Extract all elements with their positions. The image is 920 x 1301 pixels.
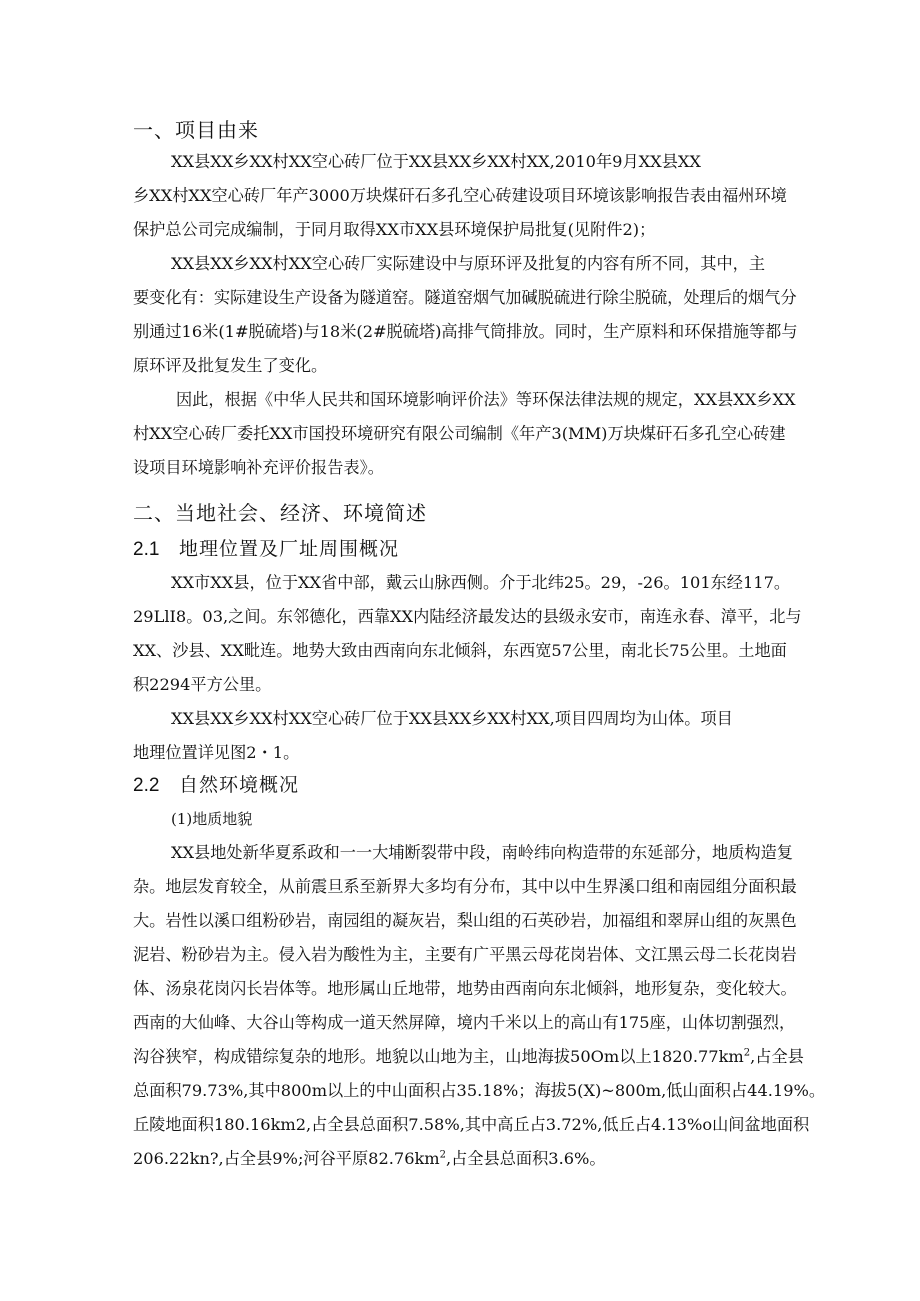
s22-p1-line-6: 西南的大仙峰、大谷山等构成一道天然屏障，境内千米以上的高山有175座，山体切割强烈， [133, 1013, 796, 1032]
superscript-2: 2 [743, 1047, 751, 1059]
s22-p1-line-2: 杂。地层发育较全，从前震旦系至新界大多均有分布，其中以中生界溪口组和南园组分面积最 [133, 877, 797, 896]
s1-p2-line-3: 别通过16米(1#脱硫塔)与18米(2#脱硫塔)高排气筒排放。同时，生产原料和环保措施等都与 [133, 322, 798, 341]
s22-p1-line-3: 大。岩性以溪口组粉砂岩，南园组的凝灰岩，梨山组的石英砂岩，加福组和翠屏山组的灰黑色 [133, 911, 797, 930]
s21-p1-line-3: XX、沙县、XX毗连。地势大致由西南向东北倾斜，东西宽57公里，南北长75公里。土地面 [133, 641, 787, 660]
subsection-number: 2.1 [133, 539, 160, 560]
subsubsection-heading: (1)地质地貌 [171, 810, 253, 828]
subsection-2-2-heading [133, 772, 299, 799]
s22-p1-line-10: 206.22kn?,占全县9%;河谷平原$82.76km^2$,占全县总面积3.6%。 [133, 1149, 606, 1168]
section-1-heading: 一、项目由来 [133, 118, 259, 142]
s1-p3-line-3: 设项目环境影响补充评价报告表》。 [133, 458, 384, 477]
superscript-2: 2 [439, 1149, 447, 1161]
s1-p2-line-4: 原环评及批复发生了变化。 [133, 356, 328, 375]
s1-p3-line-2: 村XX空心砖厂委托XX市国投环境研究有限公司编制《年产3(MM)万块煤矸石多孔空心砖建 [133, 424, 786, 443]
subsection-title: 自然环境概况 [179, 774, 300, 796]
subsection-title: 地理位置及厂址周围概况 [179, 538, 400, 560]
s22-p1-line-7: 沟谷狭窄，构成错综复杂的地形。地貌以山地为主，山地海拔50Om以上$1820.77km^2$,占全县 [133, 1047, 804, 1066]
s22-p1-line-1: XX县地处新华夏系政和一一大埔断裂带中段，南岭纬向构造带的东延部分，地质构造复 [171, 843, 793, 862]
s21-p2-line-2: 地理位置详见图2・1。 [133, 743, 300, 762]
s1-p2-line-2: 要变化有：实际建设生产设备为隧道窑。隧道窑烟气加碱脱硫进行除尘脱硫，处理后的烟气分 [133, 288, 797, 307]
s1-p1-line-3: 保护总公司完成编制，于同月取得XX市XX县环境保护局批复(见附件2)； [133, 220, 656, 239]
s21-p2-line-1: XX县XX乡XX村XX空心砖厂位于XX县XX乡XX村XX,项目四周均为山体。项目 [171, 709, 733, 728]
s22-p1-line-9: 丘陵地面积180.16km2,占全县总面积7.58%,其中高丘占3.72%,低丘占4.13%o山间盆地面积 [133, 1115, 810, 1134]
s22-p1-line-8: 总面积79.73%,其中800m以上的中山面积占35.18%；海拔5(X)~800m,低山面积占44.19%。 [133, 1081, 826, 1100]
s1-p2-line-1: XX县XX乡XX村XX空心砖厂实际建设中与原环评及批复的内容有所不同，其中，主 [171, 254, 766, 273]
s22-p1-line-4: 泥岩、粉砂岩为主。侵入岩为酸性为主，主要有广平黑云母花岗岩体、文江黑云母二长花岗岩 [133, 945, 797, 964]
s21-p1-line-2: 29LlI8。03,之间。东邻德化，西靠XX内陆经济最发达的县级永安市，南连永春、漳平，北与 [133, 607, 802, 626]
subsection-number: 2.2 [133, 775, 160, 796]
s1-p1-line-1: XX县XX乡XX村XX空心砖厂位于XX县XX乡XX村XX,2010年9月XX县XX [171, 152, 701, 171]
subsection-2-1-heading [133, 536, 399, 563]
s21-p1-line-1: XX市XX县，位于XX省中部，戴云山脉西侧。介于北纬25。29，-26。101东经117。 [171, 573, 791, 592]
section-2-heading: 二、当地社会、经济、环境简述 [133, 501, 427, 525]
s1-p3-line-1: 因此，根据《中华人民共和国环境影响评价法》等环保法律法规的规定，XX县XX乡XX [176, 390, 796, 409]
s22-p1-line-5: 体、汤泉花岗闪长岩体等。地形属山丘地带，地势由西南向东北倾斜，地形复杂，变化较大。 [133, 979, 797, 998]
s1-p1-line-2: 乡XX村XX空心砖厂年产3000万块煤矸石多孔空心砖建设项目环境该影响报告表由福州环境 [133, 186, 787, 205]
s21-p1-line-4: 积2294平方公里。 [133, 675, 272, 694]
